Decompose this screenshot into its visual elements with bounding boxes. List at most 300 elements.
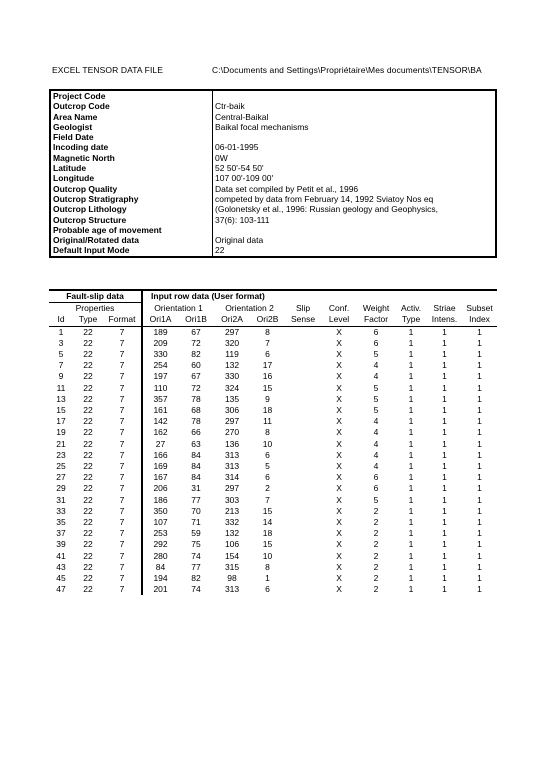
- table-cell: 14: [262, 517, 273, 528]
- column-header: Level: [321, 314, 357, 326]
- info-row: [50, 101, 496, 111]
- table-cell: 4: [373, 416, 379, 427]
- table-row: [49, 450, 497, 461]
- info-label: Outcrop Lithology: [50, 204, 213, 214]
- table-cell: 4: [373, 427, 379, 438]
- table-cell: 2: [373, 561, 379, 572]
- info-value: 107 00'-109 00': [215, 173, 274, 184]
- table-cell: 22: [83, 371, 93, 382]
- column-header: Type: [395, 314, 427, 326]
- table-cell: 8: [265, 561, 270, 572]
- table-cell: 1: [408, 416, 414, 427]
- table-cell: 7: [103, 528, 142, 539]
- table-cell: 154: [224, 550, 240, 561]
- table-cell: 1: [477, 360, 482, 371]
- table-cell: 7: [103, 439, 142, 450]
- table-cell: 1: [442, 371, 447, 382]
- table-cell: 1: [408, 371, 414, 382]
- table-cell: 1: [477, 550, 482, 561]
- table-cell: X: [336, 393, 342, 404]
- table-row: [49, 562, 497, 573]
- table-cell: 332: [224, 517, 240, 528]
- table-cell: 1: [442, 416, 447, 427]
- table-row: [49, 551, 497, 562]
- table-row: [49, 326, 497, 338]
- table-cell: X: [336, 528, 342, 539]
- table-cell: 107: [153, 517, 168, 528]
- table-cell: 77: [191, 494, 201, 505]
- table-cell: 161: [153, 405, 168, 416]
- info-value: Data set compiled by Petit et al., 1996: [215, 183, 359, 194]
- subheader-cell: Weight: [362, 302, 390, 313]
- table-cell: X: [336, 416, 342, 427]
- table-cell: 5: [373, 382, 379, 393]
- table-cell: 66: [191, 427, 201, 438]
- table-row: [49, 371, 497, 382]
- table-cell: 27: [155, 438, 166, 449]
- table-cell: X: [336, 539, 342, 550]
- table-cell: 1: [442, 393, 447, 404]
- table-cell: 23: [56, 449, 66, 460]
- table-cell: 1: [408, 517, 414, 528]
- table-cell: 303: [224, 494, 240, 505]
- outcrop-info-table: [49, 89, 497, 258]
- table-cell: 2: [373, 505, 379, 516]
- table-cell: [285, 416, 321, 427]
- table-cell: 306: [224, 405, 240, 416]
- table-cell: X: [336, 449, 342, 460]
- table-cell: 2: [373, 550, 379, 561]
- table-row: [49, 483, 497, 494]
- table-cell: 254: [153, 360, 168, 371]
- table-cell: 7: [103, 416, 142, 427]
- table-cell: X: [336, 382, 342, 393]
- table-cell: 6: [373, 483, 379, 494]
- table-cell: 15: [56, 405, 66, 416]
- table-cell: 70: [191, 505, 201, 516]
- table-cell: 22: [83, 561, 93, 572]
- table-cell: 1: [442, 360, 447, 371]
- info-row: [50, 90, 496, 101]
- fault-slip-data-heading: Fault-slip data: [49, 290, 142, 303]
- table-cell: 11: [263, 416, 272, 427]
- info-value: 37(6): 103-111: [215, 214, 270, 225]
- info-value: Original data: [215, 235, 264, 246]
- table-cell: 1: [408, 528, 414, 539]
- table-cell: 22: [83, 472, 93, 483]
- table-cell: 330: [153, 349, 168, 360]
- table-cell: 5: [265, 461, 270, 472]
- table-cell: 3: [58, 337, 64, 348]
- table-cell: 2: [373, 528, 379, 539]
- table-cell: [285, 405, 321, 416]
- table-cell: 1: [442, 561, 447, 572]
- subheader-cell: Properties: [49, 303, 142, 315]
- info-label: Field Date: [50, 132, 213, 142]
- table-cell: [285, 551, 321, 562]
- column-header: Ori1B: [178, 314, 214, 326]
- table-cell: 7: [103, 394, 142, 405]
- table-cell: 1: [442, 449, 447, 460]
- table-cell: 4: [373, 360, 379, 371]
- info-row: [50, 194, 496, 204]
- table-cell: 213: [224, 505, 240, 516]
- table-cell: 1: [408, 438, 414, 449]
- info-row: [50, 204, 496, 214]
- table-row: [49, 517, 497, 528]
- table-cell: 7: [103, 584, 142, 595]
- input-row-data-heading: Input row data (User format): [151, 291, 265, 302]
- info-row: [50, 163, 496, 173]
- table-cell: 1: [477, 438, 482, 449]
- table-cell: [285, 326, 321, 338]
- subheader-cell: Striae: [433, 302, 456, 313]
- table-cell: 1: [442, 517, 447, 528]
- table-cell: 297: [224, 483, 240, 494]
- table-cell: X: [336, 461, 342, 472]
- table-cell: 1: [477, 483, 482, 494]
- table-cell: 5: [373, 393, 379, 404]
- info-row: [50, 245, 496, 256]
- table-cell: [285, 506, 321, 517]
- table-cell: 22: [83, 438, 93, 449]
- table-cell: 1: [442, 438, 447, 449]
- table-row: [49, 416, 497, 427]
- table-cell: X: [336, 472, 342, 483]
- table-cell: 2: [373, 539, 379, 550]
- table-cell: 13: [56, 393, 66, 404]
- subheader-cell: Subset: [466, 302, 493, 313]
- table-cell: 189: [153, 326, 168, 337]
- subheader-cell: Slip: [295, 302, 311, 313]
- table-cell: 1: [477, 528, 482, 539]
- table-cell: 22: [83, 539, 93, 550]
- table-row: [49, 495, 497, 506]
- table-cell: 1: [477, 371, 482, 382]
- table-row: [49, 383, 497, 394]
- table-cell: 201: [153, 584, 168, 595]
- table-cell: 1: [408, 584, 414, 595]
- table-cell: 75: [191, 539, 201, 550]
- table-row: [49, 584, 497, 595]
- table-cell: 7: [103, 371, 142, 382]
- table-cell: 6: [265, 472, 270, 483]
- table-cell: 7: [103, 349, 142, 360]
- table-cell: 1: [408, 337, 414, 348]
- table-cell: X: [336, 584, 342, 595]
- table-cell: 22: [83, 326, 93, 337]
- table-cell: [285, 483, 321, 494]
- table-cell: 280: [153, 550, 168, 561]
- table-cell: 10: [262, 550, 273, 561]
- table-cell: X: [336, 326, 342, 337]
- table-cell: 7: [103, 506, 142, 517]
- table-cell: 1: [442, 427, 447, 438]
- table-cell: X: [336, 561, 342, 572]
- table-cell: 5: [373, 349, 379, 360]
- info-row: [50, 122, 496, 132]
- table-cell: [285, 472, 321, 483]
- table-cell: 1: [408, 483, 414, 494]
- table-cell: X: [336, 505, 342, 516]
- table-cell: X: [336, 427, 342, 438]
- table-cell: 17: [56, 416, 66, 427]
- table-cell: 1: [477, 584, 482, 595]
- table-cell: 33: [56, 505, 66, 516]
- table-cell: 1: [477, 472, 482, 483]
- table-row: [49, 338, 497, 349]
- table-cell: 209: [153, 337, 168, 348]
- table-cell: 162: [153, 427, 168, 438]
- table-cell: 22: [83, 573, 93, 584]
- table-cell: 1: [442, 539, 447, 550]
- table-cell: 39: [56, 539, 66, 550]
- table-cell: 22: [83, 528, 93, 539]
- table-cell: 78: [191, 393, 201, 404]
- table-cell: 1: [477, 349, 482, 360]
- table-row: [49, 573, 497, 584]
- info-row: [50, 112, 496, 122]
- table-cell: X: [336, 550, 342, 561]
- table-cell: 5: [373, 405, 379, 416]
- info-row: [50, 215, 496, 225]
- info-label: Probable age of movement: [50, 225, 213, 235]
- info-row: [50, 132, 496, 142]
- table-cell: 1: [442, 472, 447, 483]
- table-cell: 82: [191, 349, 201, 360]
- table-cell: 1: [408, 550, 414, 561]
- table-cell: 1: [442, 349, 447, 360]
- table-cell: 47: [56, 584, 66, 595]
- table-cell: 136: [224, 438, 240, 449]
- table-cell: 1: [408, 427, 414, 438]
- info-value: competed by data from February 14, 1992 Sviatoy Nos eq: [215, 193, 434, 204]
- info-row: [50, 235, 496, 245]
- info-label: Outcrop Code: [50, 101, 213, 111]
- table-cell: X: [336, 371, 342, 382]
- table-row: [49, 472, 497, 483]
- table-cell: 1: [442, 528, 447, 539]
- table-cell: 16: [262, 371, 273, 382]
- info-row: [50, 184, 496, 194]
- table-cell: 25: [56, 461, 66, 472]
- table-cell: 314: [224, 472, 240, 483]
- table-cell: 320: [224, 337, 240, 348]
- file-type-title: EXCEL TENSOR DATA FILE: [52, 65, 163, 75]
- table-cell: 194: [153, 573, 168, 584]
- table-cell: 7: [265, 337, 270, 348]
- table-cell: 6: [373, 472, 379, 483]
- info-value: Ctr-baik: [215, 101, 245, 112]
- table-row: [49, 439, 497, 450]
- table-cell: 1: [477, 517, 482, 528]
- info-label: Geologist: [50, 122, 213, 132]
- table-cell: 167: [153, 472, 168, 483]
- table-cell: 2: [373, 584, 379, 595]
- table-cell: 1: [477, 326, 482, 337]
- table-cell: 7: [103, 573, 142, 584]
- info-value: 0W: [215, 152, 228, 163]
- table-cell: [285, 383, 321, 394]
- info-value: [213, 132, 497, 142]
- table-cell: 1: [477, 405, 482, 416]
- table-cell: 1: [408, 382, 414, 393]
- table-cell: 22: [83, 416, 93, 427]
- info-label: Magnetic North: [50, 153, 213, 163]
- table-cell: 22: [83, 427, 93, 438]
- table-row: [49, 349, 497, 360]
- table-cell: 15: [262, 505, 273, 516]
- table-row: [49, 405, 497, 416]
- table-cell: 98: [227, 573, 237, 584]
- column-header: Sense: [285, 314, 321, 326]
- table-cell: 4: [373, 438, 379, 449]
- table-cell: 106: [224, 539, 240, 550]
- table-cell: [285, 439, 321, 450]
- table-cell: 1: [408, 393, 414, 404]
- table-cell: [285, 450, 321, 461]
- table-cell: 35: [56, 517, 66, 528]
- table-cell: 7: [103, 383, 142, 394]
- table-cell: 1: [477, 505, 482, 516]
- table-cell: 1: [442, 573, 447, 584]
- table-row: [49, 360, 497, 371]
- table-cell: 7: [103, 338, 142, 349]
- table-cell: 1: [408, 449, 414, 460]
- table-cell: 315: [224, 561, 240, 572]
- table-cell: 22: [83, 584, 93, 595]
- subheader-cell: Orientation 2: [225, 302, 274, 313]
- table-cell: 7: [103, 483, 142, 494]
- table-cell: 166: [153, 449, 168, 460]
- table-cell: 1: [442, 550, 447, 561]
- table-cell: 4: [373, 371, 379, 382]
- table-cell: 7: [103, 539, 142, 550]
- table-cell: 18: [262, 405, 273, 416]
- table-cell: 110: [153, 382, 168, 393]
- table-cell: 17: [262, 360, 273, 371]
- info-label: Outcrop Stratigraphy: [50, 194, 213, 204]
- table-cell: 1: [408, 326, 414, 337]
- table-row: [49, 394, 497, 405]
- table-cell: 22: [83, 550, 93, 561]
- table-cell: 22: [83, 483, 93, 494]
- table-cell: 6: [265, 349, 270, 360]
- table-cell: 22: [83, 337, 93, 348]
- table-cell: [285, 338, 321, 349]
- table-cell: 72: [191, 337, 201, 348]
- table-cell: 313: [224, 584, 240, 595]
- table-cell: 1: [442, 405, 447, 416]
- table-cell: 22: [83, 405, 93, 416]
- table-cell: 7: [103, 427, 142, 438]
- table-row: [49, 506, 497, 517]
- table-cell: 7: [58, 360, 64, 371]
- table-cell: 206: [153, 483, 168, 494]
- table-cell: 1: [442, 505, 447, 516]
- subheader-cell: Orientation 1: [154, 302, 203, 313]
- table-cell: 132: [224, 360, 240, 371]
- table-cell: 270: [224, 427, 240, 438]
- table-cell: 31: [191, 483, 201, 494]
- table-cell: 82: [191, 573, 201, 584]
- table-cell: 1: [442, 494, 447, 505]
- table-cell: 72: [191, 382, 201, 393]
- table-cell: 1: [265, 573, 270, 584]
- table-cell: [285, 562, 321, 573]
- table-cell: 7: [103, 461, 142, 472]
- table-cell: 1: [477, 393, 482, 404]
- table-cell: 9: [265, 393, 270, 404]
- table-cell: 22: [83, 360, 93, 371]
- table-cell: 297: [224, 416, 240, 427]
- table-cell: 330: [224, 371, 240, 382]
- file-path: C:\Documents and Settings\Propriétaire\Mes documents\TENSOR\BA: [212, 65, 482, 75]
- table-cell: 22: [83, 517, 93, 528]
- table-cell: 71: [191, 517, 201, 528]
- table-cell: 22: [83, 461, 93, 472]
- table-cell: 1: [408, 349, 414, 360]
- table-cell: 7: [103, 562, 142, 573]
- table-cell: [285, 517, 321, 528]
- table-cell: 1: [408, 405, 414, 416]
- table-cell: 2: [373, 573, 379, 584]
- table-cell: 22: [83, 393, 93, 404]
- table-cell: [285, 349, 321, 360]
- table-cell: X: [336, 405, 342, 416]
- table-cell: 78: [191, 416, 201, 427]
- table-cell: 1: [477, 573, 482, 584]
- table-cell: 1: [58, 326, 64, 337]
- table-cell: 1: [477, 337, 482, 348]
- table-cell: 1: [477, 539, 482, 550]
- table-cell: X: [336, 438, 342, 449]
- table-cell: 142: [153, 416, 168, 427]
- table-cell: 357: [153, 393, 168, 404]
- table-cell: 1: [408, 494, 414, 505]
- table-cell: 27: [56, 472, 66, 483]
- table-cell: 6: [373, 326, 379, 337]
- table-cell: X: [336, 349, 342, 360]
- table-cell: 292: [153, 539, 168, 550]
- table-cell: 6: [265, 584, 270, 595]
- table-cell: 74: [191, 550, 201, 561]
- table-cell: 7: [103, 326, 142, 338]
- table-cell: 7: [103, 405, 142, 416]
- table-cell: [285, 461, 321, 472]
- info-label: Outcrop Structure: [50, 215, 213, 225]
- table-row: [49, 461, 497, 472]
- table-cell: 253: [153, 528, 168, 539]
- table-cell: [285, 427, 321, 438]
- table-row: [49, 528, 497, 539]
- table-cell: 84: [191, 449, 201, 460]
- table-cell: 297: [224, 326, 240, 337]
- table-cell: 2: [373, 517, 379, 528]
- table-cell: 29: [56, 483, 66, 494]
- table-cell: 84: [191, 461, 201, 472]
- table-cell: 21: [56, 438, 66, 449]
- table-cell: 1: [477, 382, 482, 393]
- column-header: Index: [462, 314, 497, 326]
- table-cell: 11: [56, 382, 66, 393]
- table-cell: 6: [265, 449, 270, 460]
- table-cell: 8: [265, 427, 270, 438]
- table-cell: 4: [373, 461, 379, 472]
- table-cell: 1: [408, 561, 414, 572]
- info-value: 06-01-1995: [215, 142, 259, 153]
- table-cell: 22: [83, 494, 93, 505]
